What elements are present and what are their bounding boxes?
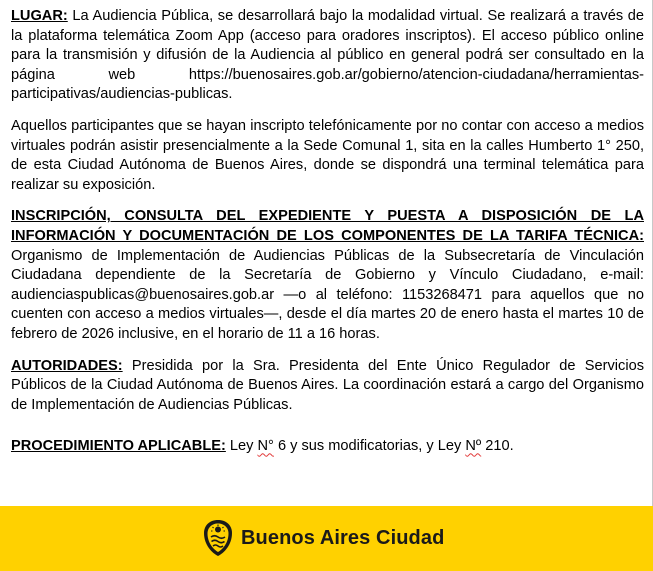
label-procedimiento: PROCEDIMIENTO APLICABLE: — [11, 438, 226, 455]
text-autoridades: Presidida por la Sra. Presidenta del Ente Único Regulador de Servicios Públicos de la Ciudad Autónoma de Buenos Aires. La coordinación estará a cargo del Organismo de Implementación de Audiencias Públicas. — [11, 357, 644, 413]
paragraph-autoridades — [11, 357, 644, 416]
text-procedimiento-2: 6 y sus modificatorias, y Ley — [273, 438, 466, 455]
text-lugar: La Audiencia Pública, se desarrollará bajo la modalidad virtual. Se realizará a través de la plataforma telemática Zoom App (acceso para oradores inscriptos). El acceso público online para la transmisión y difusión de la Audiencia al público en general podrá ser consultado en la página web https://buenosaires.gob.ar/gobierno/atencion-ciudadana/herramientas-participativas/audiencias-publicas. — [11, 8, 644, 103]
text-presencial: Aquellos participantes que se hayan inscripto telefónicamente por no contar con acceso a medios virtuales podrán asistir presencialmente a la Sede Comunal 1, sita en la calles Humberto 1° 250, de esta Ciudad Autónoma de Buenos Aires, donde se dispondrá una terminal telemática para realizar su exposición. — [11, 117, 644, 193]
ley-number-2: Nº — [465, 438, 482, 455]
document-body — [11, 7, 644, 469]
brand-name: Buenos Aires Ciudad — [241, 526, 445, 549]
paragraph-lugar — [11, 7, 644, 105]
label-lugar: LUGAR: — [11, 8, 68, 24]
paragraph-procedimiento — [11, 437, 644, 457]
text-procedimiento-3: 210. — [481, 438, 514, 455]
label-inscripcion: INSCRIPCIÓN, CONSULTA DEL EXPEDIENTE Y PUESTA A DISPOSICIÓN DE LA INFORMACIÓN Y DOCUMENTACIÓN DE LOS COMPONENTES DE LA TARIFA TÉCNICA: — [11, 208, 644, 244]
city-shield-icon — [202, 519, 234, 557]
text-procedimiento-1: Ley — [225, 438, 258, 455]
label-autoridades: AUTORIDADES: — [11, 357, 123, 374]
spacer — [11, 427, 644, 437]
brand-logo — [202, 519, 444, 557]
paragraph-presencial — [11, 117, 644, 195]
text-inscripcion: Organismo de Implementación de Audiencias Públicas de la Subsecretaría de Vinculación Ciudadana dependiente de la Secretaría de Gobierno y Vínculo Ciudadano, e-mail: audienciaspublicas@buenosaires.gob.ar —o al teléfono: 1153268471 para aquellos que no cuenten con acceso a medios virtuales—, desde el día martes 20 de enero hasta el martes 10 de febrero de 2026 inclusive, en el horario de 11 a 16 horas. — [11, 247, 644, 342]
paragraph-inscripcion — [11, 207, 644, 344]
footer-banner — [0, 506, 653, 571]
ley-number-1: N° — [257, 438, 274, 455]
